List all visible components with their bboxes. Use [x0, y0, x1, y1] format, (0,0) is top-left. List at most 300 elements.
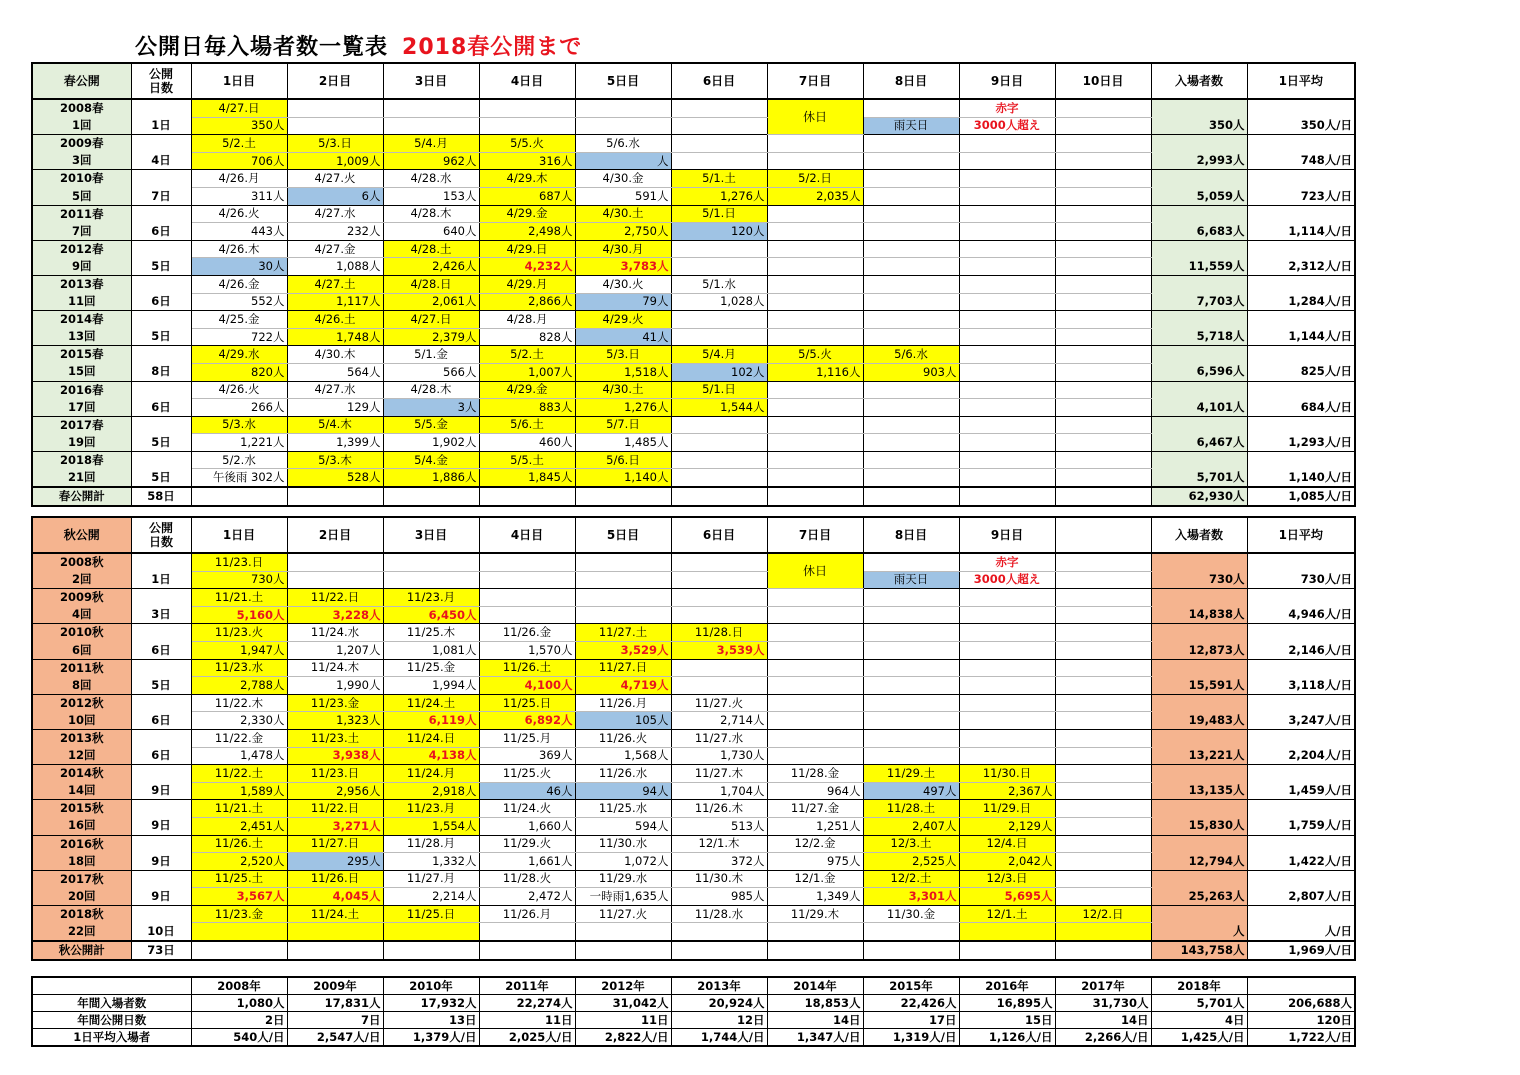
total-blank: [1151, 870, 1247, 888]
visitors-cell: 2,788人: [191, 677, 287, 695]
date-cell: [1055, 381, 1151, 399]
release-days: 9日: [131, 853, 191, 871]
daily-average: 684人/日: [1247, 399, 1355, 417]
date-cell: 5/1.土: [671, 170, 767, 188]
daily-average: 1,284人/日: [1247, 293, 1355, 311]
visitors-cell: [479, 923, 575, 941]
date-cell: 4/26.火: [191, 205, 287, 223]
total-visitors: 6,467人: [1151, 434, 1247, 452]
visitors-cell: [1055, 328, 1151, 346]
season-count: 3回: [32, 152, 131, 170]
season-label: 2018春: [32, 451, 131, 469]
daily-average: 1,140人/日: [1247, 469, 1355, 487]
sum-avg: 1,085人/日: [1247, 487, 1355, 506]
autumn-header-cell: 2日目: [287, 517, 383, 553]
date-cell: 11/22.日: [287, 589, 383, 607]
autumn-header-cell: 5日目: [575, 517, 671, 553]
autumn-row-top: [32, 765, 1355, 783]
release-days: 6日: [131, 712, 191, 730]
autumn-row-bottom: [32, 677, 1355, 695]
date-cell: 11/30.日: [959, 765, 1055, 783]
visitors-cell: [671, 152, 767, 170]
total-blank: [1151, 553, 1247, 571]
release-days: 6日: [131, 641, 191, 659]
yearly-value: 17,932人: [383, 995, 479, 1012]
yearly-value: 20,924人: [671, 995, 767, 1012]
date-cell: [1055, 589, 1151, 607]
daily-average: 723人/日: [1247, 187, 1355, 205]
season-count: 22回: [32, 923, 131, 941]
date-cell: 4/27.日: [191, 99, 287, 117]
visitors-cell: 460人: [479, 434, 575, 452]
season-label: 2014秋: [32, 765, 131, 783]
date-cell: [383, 553, 479, 571]
visitors-cell: 2,407人: [863, 817, 959, 835]
date-cell: 11/27.金: [767, 800, 863, 818]
date-cell: [863, 659, 959, 677]
season-label: 2011春: [32, 205, 131, 223]
visitors-cell: [959, 469, 1055, 487]
date-cell: 4/26.金: [191, 275, 287, 293]
date-cell: [959, 589, 1055, 607]
autumn-table: [31, 516, 1356, 961]
days-cell: [131, 135, 191, 153]
date-cell: 4/27.火: [287, 170, 383, 188]
date-cell: [1055, 729, 1151, 747]
date-cell: 11/26.日: [287, 870, 383, 888]
spring-row-bottom: [32, 223, 1355, 241]
release-days: 6日: [131, 747, 191, 765]
season-label: 2010秋: [32, 624, 131, 642]
total-visitors: 12,873人: [1151, 641, 1247, 659]
visitors-cell: [767, 606, 863, 624]
date-cell: [863, 624, 959, 642]
autumn-header-cell: [1055, 517, 1151, 553]
visitors-cell: [1055, 469, 1151, 487]
visitors-cell: 1,009人: [287, 152, 383, 170]
yearly-value: 2,822人/日: [575, 1029, 671, 1047]
date-cell: 11/26.金: [479, 624, 575, 642]
total-visitors: 730人: [1151, 571, 1247, 589]
date-cell: 5/5.金: [383, 416, 479, 434]
daily-average: 1,144人/日: [1247, 328, 1355, 346]
visitors-cell: 1,323人: [287, 712, 383, 730]
visitors-cell: 1,349人: [767, 888, 863, 906]
visitors-cell: 3,271人: [287, 817, 383, 835]
date-cell: 11/24.土: [287, 905, 383, 923]
visitors-cell: [767, 712, 863, 730]
sum-total: 143,758人: [1151, 941, 1247, 960]
date-cell: 4/29.水: [191, 346, 287, 364]
total-blank: [1151, 765, 1247, 783]
total-visitors: 15,591人: [1151, 677, 1247, 695]
season-label: 2015秋: [32, 800, 131, 818]
date-cell: [575, 99, 671, 117]
yearly-value: 7日: [287, 1012, 383, 1029]
date-cell: [1055, 800, 1151, 818]
year-header: 2014年: [767, 977, 863, 995]
total-visitors: 7,703人: [1151, 293, 1247, 311]
visitors-cell: [767, 469, 863, 487]
date-cell: 5/4.月: [383, 135, 479, 153]
visitors-cell: 1,544人: [671, 399, 767, 417]
daily-average: 2,204人/日: [1247, 747, 1355, 765]
spring-row-bottom: [32, 399, 1355, 417]
yearly-row-label: 1日平均入場者: [32, 1029, 191, 1047]
spring-header-cell: 2日目: [287, 63, 383, 99]
date-cell: [959, 729, 1055, 747]
visitors-cell: 311人: [191, 187, 287, 205]
release-days: 6日: [131, 293, 191, 311]
date-cell: 5/2.土: [479, 346, 575, 364]
season-count: 2回: [32, 571, 131, 589]
total-blank: [1151, 416, 1247, 434]
total-blank: [1151, 381, 1247, 399]
daily-average: 1,293人/日: [1247, 434, 1355, 452]
date-cell: 12/1.金: [767, 870, 863, 888]
season-count: 16回: [32, 817, 131, 835]
date-cell: [959, 135, 1055, 153]
date-cell: 11/28.土: [863, 800, 959, 818]
date-cell: 11/22.土: [191, 765, 287, 783]
visitors-cell: 5,695人: [959, 888, 1055, 906]
date-cell: 11/30.木: [671, 870, 767, 888]
total-blank: [1151, 135, 1247, 153]
date-cell: [767, 729, 863, 747]
avg-blank: [1247, 240, 1355, 258]
daily-average: 748人/日: [1247, 152, 1355, 170]
date-cell: 4/28.木: [383, 381, 479, 399]
visitors-cell: 2,451人: [191, 817, 287, 835]
autumn-header-cell: 9日目: [959, 517, 1055, 553]
date-cell: 11/26.木: [671, 800, 767, 818]
season-count: 1回: [32, 117, 131, 135]
visitors-cell: 1,947人: [191, 641, 287, 659]
spring-header-cell: 10日目: [1055, 63, 1151, 99]
visitors-cell: [767, 328, 863, 346]
visitors-cell: 120人: [671, 223, 767, 241]
date-cell: 5/4.月: [671, 346, 767, 364]
visitors-cell: [959, 293, 1055, 311]
date-cell: 4/28.土: [383, 240, 479, 258]
total-visitors: 6,683人: [1151, 223, 1247, 241]
spring-row-bottom: [32, 258, 1355, 276]
date-cell: [479, 99, 575, 117]
visitors-cell: [1055, 677, 1151, 695]
season-label: 2018秋: [32, 905, 131, 923]
date-cell: 5/5.土: [479, 451, 575, 469]
yearly-row: [32, 995, 1355, 1012]
visitors-cell: [959, 223, 1055, 241]
date-cell: [767, 416, 863, 434]
days-cell: [131, 99, 191, 117]
visitors-cell: [1055, 293, 1151, 311]
date-cell: [863, 416, 959, 434]
visitors-cell: 1,088人: [287, 258, 383, 276]
date-cell: 11/24.火: [479, 800, 575, 818]
date-cell: [671, 311, 767, 329]
date-cell: 4/30.月: [575, 240, 671, 258]
avg-blank: [1247, 381, 1355, 399]
year-header: [1247, 977, 1355, 995]
year-header: 2012年: [575, 977, 671, 995]
daily-average: 2,146人/日: [1247, 641, 1355, 659]
visitors-cell: [863, 152, 959, 170]
release-days: 4日: [131, 152, 191, 170]
date-cell: 11/27.土: [575, 624, 671, 642]
visitors-cell: [959, 641, 1055, 659]
date-cell: 11/25.水: [575, 800, 671, 818]
daily-average: 350人/日: [1247, 117, 1355, 135]
visitors-cell: 人: [575, 152, 671, 170]
visitors-cell: 30人: [191, 258, 287, 276]
visitors-cell: [383, 117, 479, 135]
yearly-value: 13日: [383, 1012, 479, 1029]
visitors-cell: [959, 712, 1055, 730]
spring-header-cell: 入場者数: [1151, 63, 1247, 99]
date-cell: [1055, 451, 1151, 469]
date-cell: [863, 451, 959, 469]
visitors-cell: 497人: [863, 782, 959, 800]
autumn-row-top: [32, 800, 1355, 818]
date-cell: 4/25.金: [191, 311, 287, 329]
visitors-cell: 1,518人: [575, 363, 671, 381]
visitors-cell: [959, 363, 1055, 381]
date-cell: 11/27.火: [671, 694, 767, 712]
date-cell: [863, 311, 959, 329]
visitors-cell: 1,845人: [479, 469, 575, 487]
date-cell: [767, 381, 863, 399]
visitors-cell: [959, 328, 1055, 346]
spring-row-bottom: [32, 469, 1355, 487]
release-days: 6日: [131, 399, 191, 417]
date-cell: 5/3.日: [287, 135, 383, 153]
sum-blank: [1055, 487, 1151, 506]
season-label: 2010春: [32, 170, 131, 188]
date-cell: [671, 451, 767, 469]
date-cell: 11/23.月: [383, 800, 479, 818]
yearly-value: 22,426人: [863, 995, 959, 1012]
autumn-header-cell: 秋公開: [32, 517, 131, 553]
visitors-cell: [1055, 571, 1151, 589]
date-cell: 11/29.日: [959, 800, 1055, 818]
yearly-value: 12日: [671, 1012, 767, 1029]
visitors-cell: 266人: [191, 399, 287, 417]
yearly-value: 120日: [1247, 1012, 1355, 1029]
sum-blank: [287, 487, 383, 506]
season-count: 5回: [32, 187, 131, 205]
sum-label: 春公開計: [32, 487, 131, 506]
date-cell: [767, 451, 863, 469]
date-cell: 12/1.木: [671, 835, 767, 853]
yearly-value: 1,319人/日: [863, 1029, 959, 1047]
visitors-cell: 午後雨 302人: [191, 469, 287, 487]
autumn-header-cell: 4日目: [479, 517, 575, 553]
date-cell: 11/25.火: [479, 765, 575, 783]
date-cell: [1055, 170, 1151, 188]
visitors-cell: 985人: [671, 888, 767, 906]
date-cell: 5/1.水: [671, 275, 767, 293]
date-cell: [863, 240, 959, 258]
visitors-cell: [863, 641, 959, 659]
visitors-cell: [863, 677, 959, 695]
date-cell: 11/27.木: [671, 765, 767, 783]
date-cell: [1055, 135, 1151, 153]
avg-blank: [1247, 135, 1355, 153]
visitors-cell: [575, 606, 671, 624]
date-cell: 4/30.火: [575, 275, 671, 293]
date-cell: [959, 381, 1055, 399]
visitors-cell: 2,367人: [959, 782, 1055, 800]
visitors-cell: [959, 677, 1055, 695]
visitors-cell: [767, 641, 863, 659]
visitors-cell: [959, 399, 1055, 417]
visitors-cell: [767, 399, 863, 417]
spring-header-cell: 9日目: [959, 63, 1055, 99]
year-header: 2018年: [1151, 977, 1247, 995]
visitors-cell: 1,399人: [287, 434, 383, 452]
yearly-value: 1,425人/日: [1151, 1029, 1247, 1047]
visitors-cell: 4,100人: [479, 677, 575, 695]
avg-blank: [1247, 624, 1355, 642]
season-label: 2017春: [32, 416, 131, 434]
visitors-cell: 3,529人: [575, 641, 671, 659]
date-cell: 5/2.土: [191, 135, 287, 153]
avg-blank: [1247, 870, 1355, 888]
date-cell: 4/30.土: [575, 205, 671, 223]
avg-blank: [1247, 765, 1355, 783]
date-cell: 5/7.日: [575, 416, 671, 434]
visitors-cell: [1055, 853, 1151, 871]
autumn-header-row: [32, 517, 1355, 553]
spring-row-bottom: [32, 434, 1355, 452]
date-cell: [863, 694, 959, 712]
sum-blank: [479, 941, 575, 960]
autumn-row-bottom: [32, 923, 1355, 941]
date-cell: 11/22.日: [287, 800, 383, 818]
total-blank: [1151, 659, 1247, 677]
visitors-cell: [863, 223, 959, 241]
yearly-value: 11日: [479, 1012, 575, 1029]
year-header: 2017年: [1055, 977, 1151, 995]
yearly-value: 31,730人: [1055, 995, 1151, 1012]
season-count: 19回: [32, 434, 131, 452]
release-days: 5日: [131, 258, 191, 276]
visitors-cell: [575, 117, 671, 135]
date-cell: 11/23.金: [287, 694, 383, 712]
date-cell: 11/26.月: [479, 905, 575, 923]
avg-blank: [1247, 346, 1355, 364]
total-visitors: 15,830人: [1151, 817, 1247, 835]
date-cell: [1055, 624, 1151, 642]
release-days: 5日: [131, 677, 191, 695]
season-count: 18回: [32, 853, 131, 871]
days-cell: [131, 905, 191, 923]
sum-blank: [863, 941, 959, 960]
date-cell: [671, 659, 767, 677]
season-label: 2013秋: [32, 729, 131, 747]
sum-days: 73日: [131, 941, 191, 960]
autumn-header-cell: 8日目: [863, 517, 959, 553]
date-cell: 12/4.日: [959, 835, 1055, 853]
date-cell: [575, 589, 671, 607]
visitors-cell: [671, 328, 767, 346]
visitors-cell: 350人: [191, 117, 287, 135]
avg-blank: [1247, 905, 1355, 923]
visitors-cell: 雨天日: [863, 571, 959, 589]
season-label: 2017秋: [32, 870, 131, 888]
season-count: 4回: [32, 606, 131, 624]
visitors-cell: 1,570人: [479, 641, 575, 659]
date-cell: 11/21.土: [191, 800, 287, 818]
date-cell: 11/28.金: [767, 765, 863, 783]
date-cell: 11/25.月: [479, 729, 575, 747]
visitors-cell: 828人: [479, 328, 575, 346]
sum-blank: [671, 941, 767, 960]
autumn-row-bottom: [32, 782, 1355, 800]
yearly-row: [32, 1012, 1355, 1029]
visitors-cell: [1055, 258, 1151, 276]
yearly-value: 31,042人: [575, 995, 671, 1012]
date-cell: [863, 589, 959, 607]
date-cell: 5/2.水: [191, 451, 287, 469]
season-count: 12回: [32, 747, 131, 765]
total-visitors: 19,483人: [1151, 712, 1247, 730]
date-cell: 11/25.土: [191, 870, 287, 888]
date-cell: 11/29.火: [479, 835, 575, 853]
release-days: 1日: [131, 571, 191, 589]
visitors-cell: 1,140人: [575, 469, 671, 487]
autumn-row-bottom: [32, 853, 1355, 871]
avg-blank: [1247, 275, 1355, 293]
season-count: 17回: [32, 399, 131, 417]
spring-header-cell: 4日目: [479, 63, 575, 99]
visitors-cell: 2,035人: [767, 187, 863, 205]
visitors-cell: 1,028人: [671, 293, 767, 311]
daily-average: 4,946人/日: [1247, 606, 1355, 624]
autumn-row-top: [32, 835, 1355, 853]
avg-blank: [1247, 416, 1355, 434]
season-label: 2011秋: [32, 659, 131, 677]
total-visitors: 5,701人: [1151, 469, 1247, 487]
days-cell: [131, 835, 191, 853]
days-cell: [131, 205, 191, 223]
spring-sum-row: [32, 487, 1355, 506]
date-cell: [767, 589, 863, 607]
autumn-row-bottom: [32, 747, 1355, 765]
visitors-cell: [1055, 223, 1151, 241]
date-cell: 11/26.月: [575, 694, 671, 712]
avg-blank: [1247, 553, 1355, 571]
visitors-cell: 1,589人: [191, 782, 287, 800]
visitors-cell: 883人: [479, 399, 575, 417]
total-blank: [1151, 346, 1247, 364]
autumn-row-top: [32, 905, 1355, 923]
yearly-value: 16,895人: [959, 995, 1055, 1012]
sum-avg: 1,969人/日: [1247, 941, 1355, 960]
visitors-cell: 1,276人: [575, 399, 671, 417]
autumn-row-top: [32, 870, 1355, 888]
total-blank: [1151, 311, 1247, 329]
autumn-row-bottom: [32, 571, 1355, 589]
total-blank: [1151, 729, 1247, 747]
yearly-row-label: 年間公開日数: [32, 1012, 191, 1029]
visitors-cell: 730人: [191, 571, 287, 589]
total-blank: [1151, 905, 1247, 923]
visitors-cell: 5,160人: [191, 606, 287, 624]
spring-header-cell: 7日目: [767, 63, 863, 99]
autumn-header-cell: 3日目: [383, 517, 479, 553]
